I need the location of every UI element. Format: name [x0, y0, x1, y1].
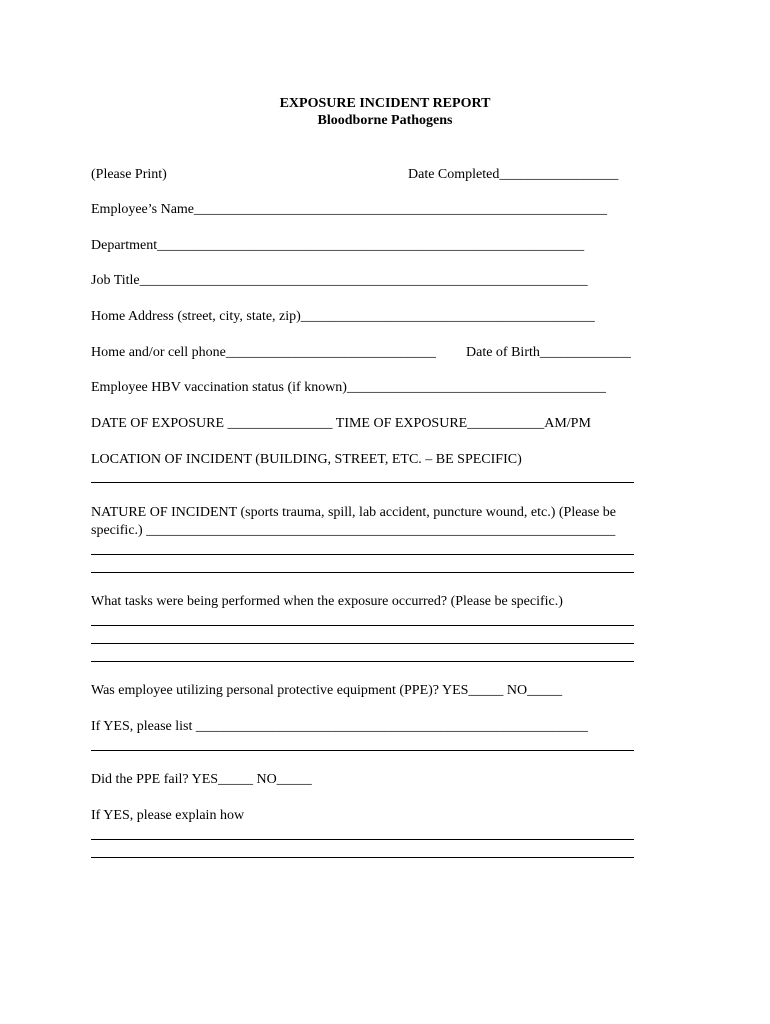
location-answer-line[interactable]: [91, 482, 634, 483]
ppe-explain-answer-line-2[interactable]: [91, 857, 634, 858]
date-of-birth-field[interactable]: Date of Birth_____________: [466, 345, 631, 360]
ppe-explain-answer-line-1[interactable]: [91, 839, 634, 840]
tasks-answer-line-3[interactable]: [91, 661, 634, 662]
ppe-list-field[interactable]: If YES, please list ________________________________________________________: [91, 719, 588, 734]
report-title: EXPOSURE INCIDENT REPORT: [279, 96, 491, 111]
nature-answer-line-1[interactable]: specific.) ___________________________________________________________________: [91, 523, 616, 538]
ppe-used-field[interactable]: Was employee utilizing personal protective equipment (PPE)? YES_____ NO_____: [91, 683, 563, 698]
department-field[interactable]: Department_____________________________________________________________: [91, 238, 585, 253]
date-completed-field[interactable]: Date Completed_________________: [408, 167, 619, 182]
ppe-explain-label: If YES, please explain how: [91, 808, 245, 823]
tasks-answer-line-1[interactable]: [91, 625, 634, 626]
ppe-list-answer-line[interactable]: [91, 750, 634, 751]
report-subtitle: Bloodborne Pathogens: [317, 113, 453, 128]
nature-answer-line-2[interactable]: [91, 554, 634, 555]
location-label: LOCATION OF INCIDENT (BUILDING, STREET, ETC. – BE SPECIFIC): [91, 452, 522, 467]
phone-field[interactable]: Home and/or cell phone______________________________: [91, 345, 436, 360]
exposure-date-time-field[interactable]: DATE OF EXPOSURE _______________ TIME OF EXPOSURE___________AM/PM: [91, 416, 591, 431]
please-print-label: (Please Print): [91, 167, 167, 182]
ppe-fail-field[interactable]: Did the PPE fail? YES_____ NO_____: [91, 772, 312, 787]
employee-name-field[interactable]: Employee’s Name___________________________________________________________: [91, 202, 608, 217]
hbv-status-field[interactable]: Employee HBV vaccination status (if known)_____________________________________: [91, 380, 606, 395]
nature-answer-line-3[interactable]: [91, 572, 634, 573]
home-address-field[interactable]: Home Address (street, city, state, zip)__________________________________________: [91, 309, 595, 324]
tasks-answer-line-2[interactable]: [91, 643, 634, 644]
job-title-field[interactable]: Job Title________________________________________________________________: [91, 273, 588, 288]
tasks-label: What tasks were being performed when the exposure occurred? (Please be specific.): [91, 594, 563, 609]
nature-label: NATURE OF INCIDENT (sports trauma, spill, lab accident, puncture wound, etc.) (Please be: [91, 505, 617, 520]
